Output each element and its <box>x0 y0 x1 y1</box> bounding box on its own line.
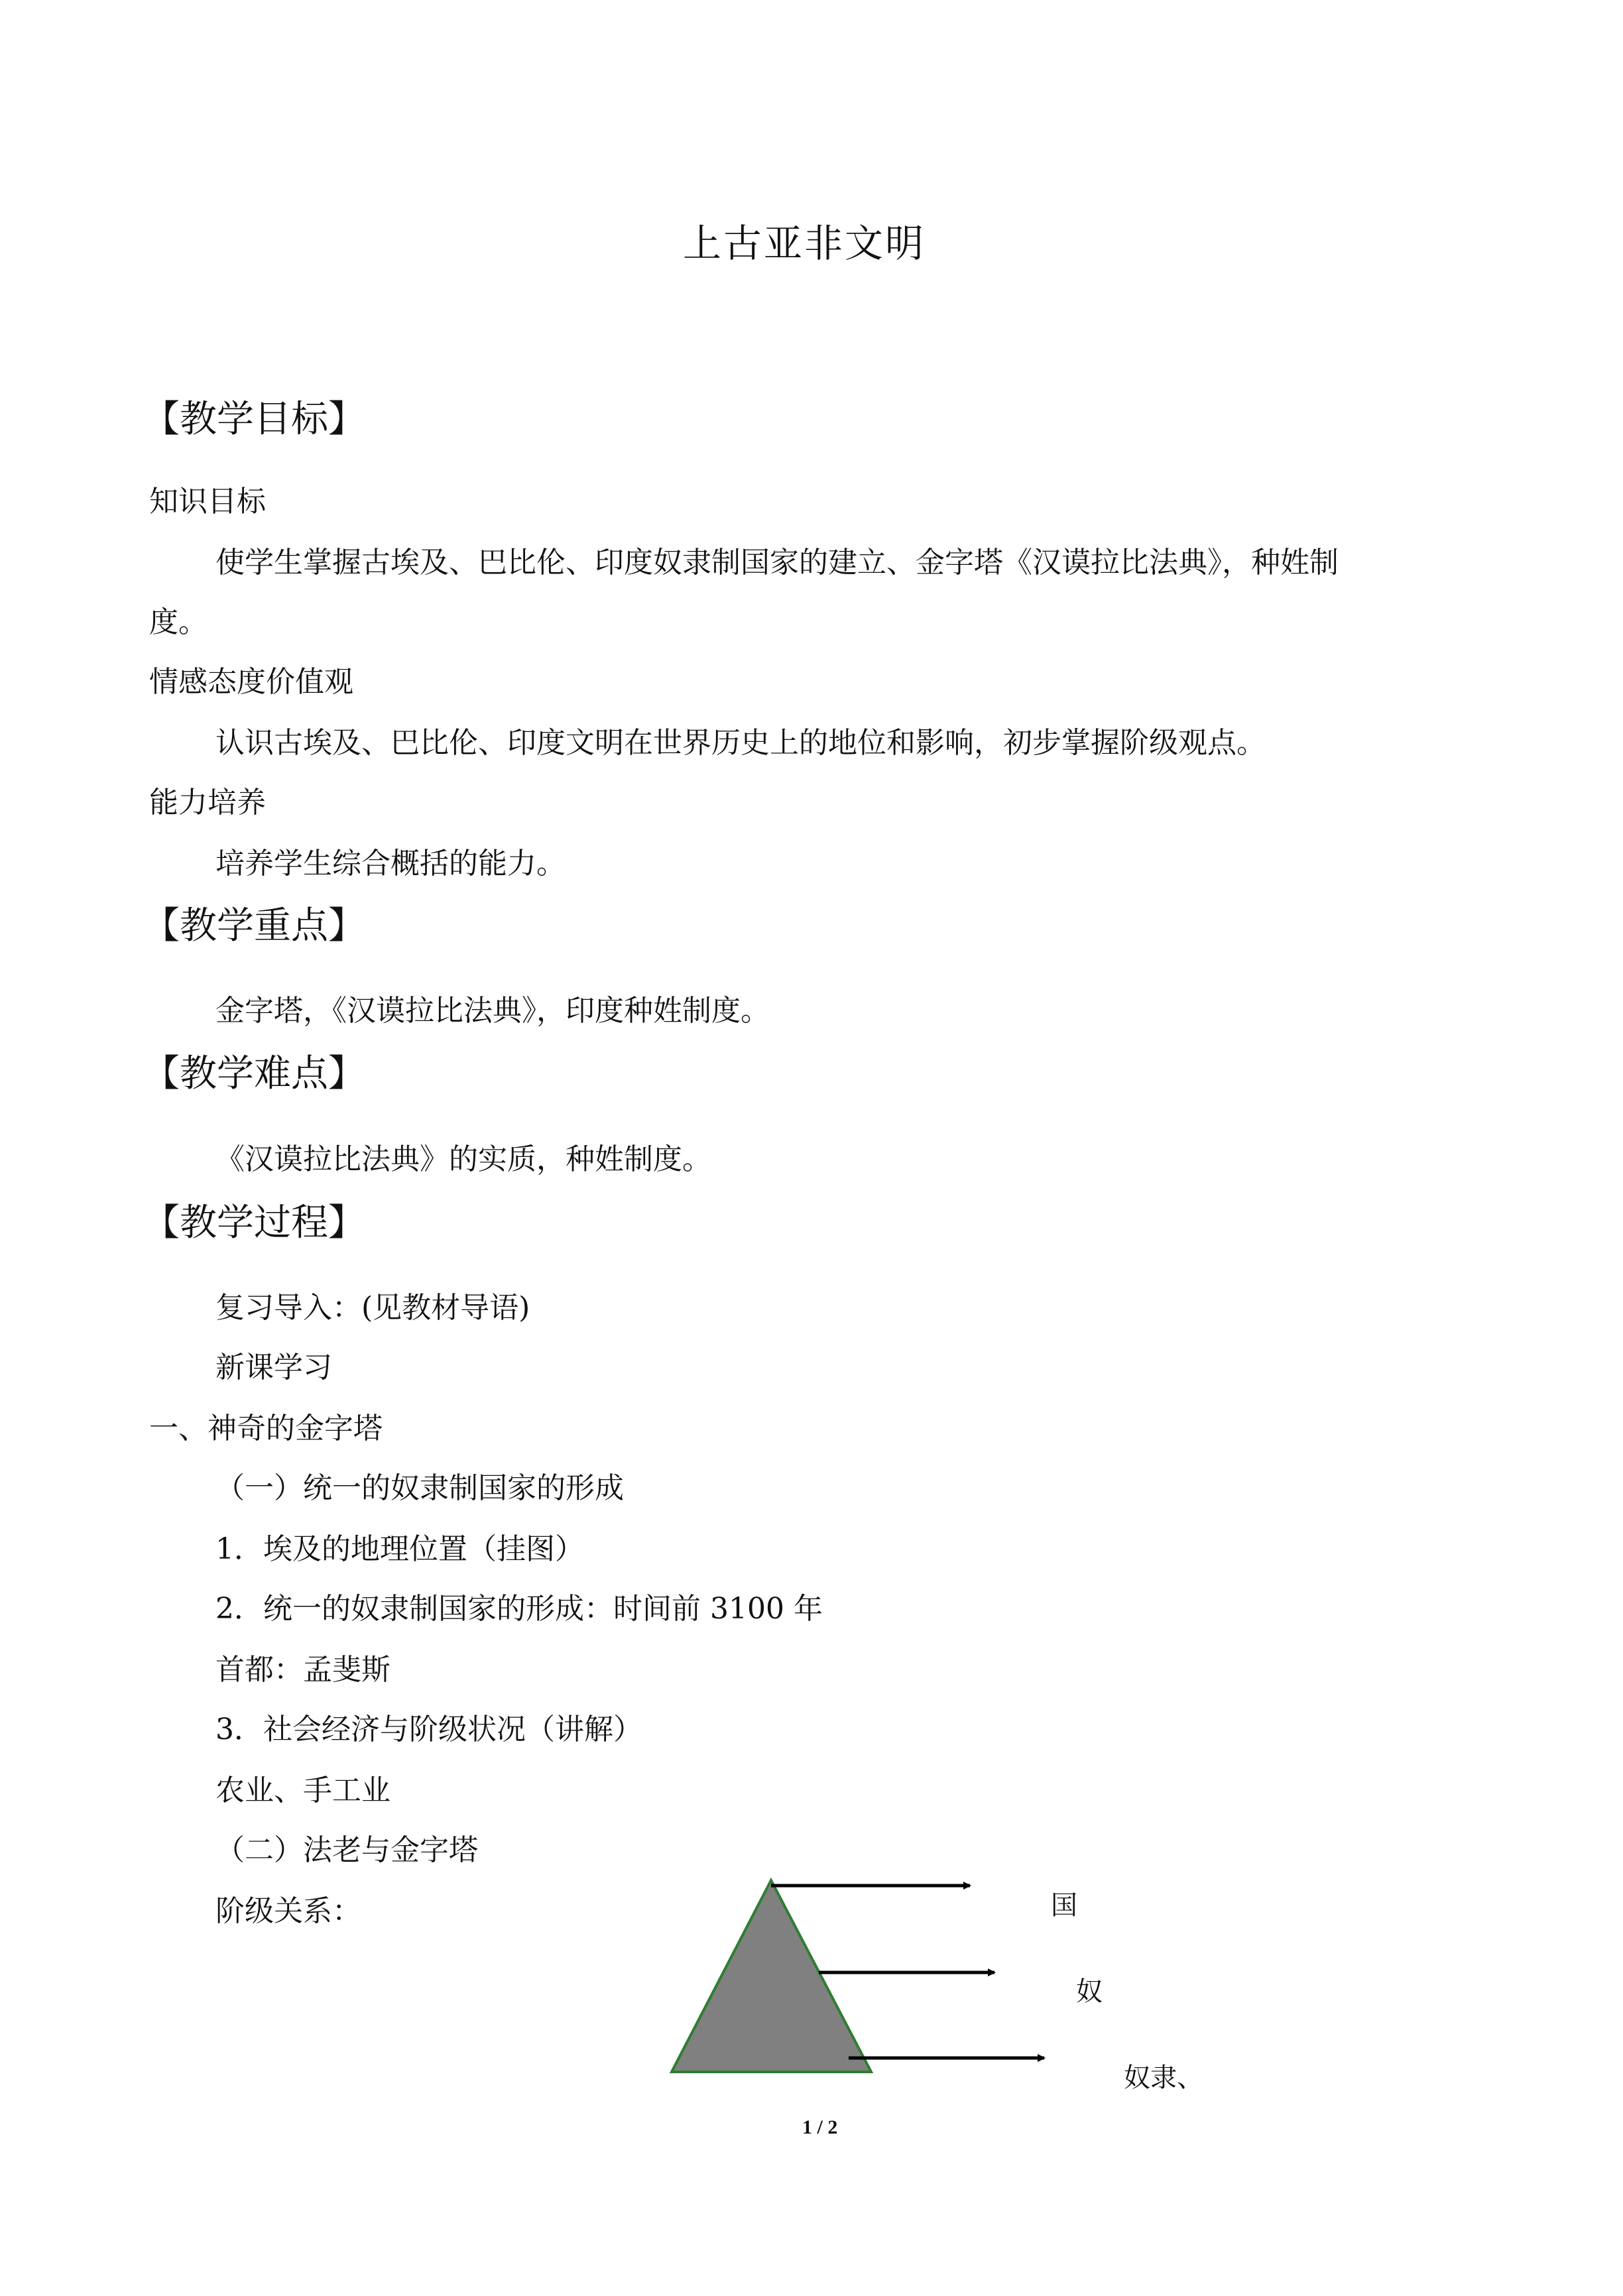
diagram-label-bottom: 奴隶、 <box>1124 2063 1203 2093</box>
objectives-heading: 【教学目标】 <box>143 398 365 441</box>
process-line: 2．统一的奴隶制国家的形成：时间前 3100 年 <box>215 1592 823 1626</box>
process-line: 阶级关系： <box>215 1894 361 1928</box>
emotion-objective-text: 认识古埃及、巴比伦、印度文明在世界历史上的地位和影响，初步掌握阶级观点。 <box>215 726 1266 760</box>
process-line: 首都：孟斐斯 <box>215 1653 391 1687</box>
process-line: 新课学习 <box>215 1351 332 1384</box>
process-line: （一）统一的奴隶制国家的形成 <box>215 1471 624 1505</box>
process-line: 复习导入：(见教材导语) <box>215 1291 530 1325</box>
page-title: 上古亚非文明 <box>683 221 926 266</box>
ability-objective-label: 能力培养 <box>149 786 266 819</box>
ability-objective-text: 培养学生综合概括的能力。 <box>215 847 566 880</box>
process-line: 3．社会经济与阶级状况（讲解） <box>215 1713 642 1746</box>
difficulties-text: 《汉谟拉比法典》的实质，种姓制度。 <box>215 1142 711 1176</box>
knowledge-objective-label: 知识目标 <box>149 485 266 518</box>
key-points-text: 金字塔，《汉谟拉比法典》，印度种姓制度。 <box>215 994 770 1028</box>
process-line: 1．埃及的地理位置（挂图） <box>215 1532 584 1566</box>
diagram-label-top: 国 <box>1051 1890 1077 1921</box>
difficulties-heading: 【教学难点】 <box>143 1052 365 1095</box>
process-line: （二）法老与金字塔 <box>215 1833 478 1867</box>
process-line: 农业、手工业 <box>215 1774 391 1807</box>
page-number: 1 / 2 <box>802 2116 838 2138</box>
emotion-objective-label: 情感态度价值观 <box>149 665 353 699</box>
knowledge-objective-text-line1: 使学生掌握古埃及、巴比伦、印度奴隶制国家的建立、金字塔《汉谟拉比法典》，种姓制 <box>215 546 1339 579</box>
process-line: 一、神奇的金字塔 <box>149 1412 383 1445</box>
key-points-heading: 【教学重点】 <box>143 904 365 947</box>
pyramid-triangle <box>672 1880 871 2072</box>
knowledge-objective-text-line2: 度。 <box>149 605 208 639</box>
diagram-label-middle: 奴 <box>1076 1976 1103 2007</box>
process-heading: 【教学过程】 <box>143 1201 365 1244</box>
